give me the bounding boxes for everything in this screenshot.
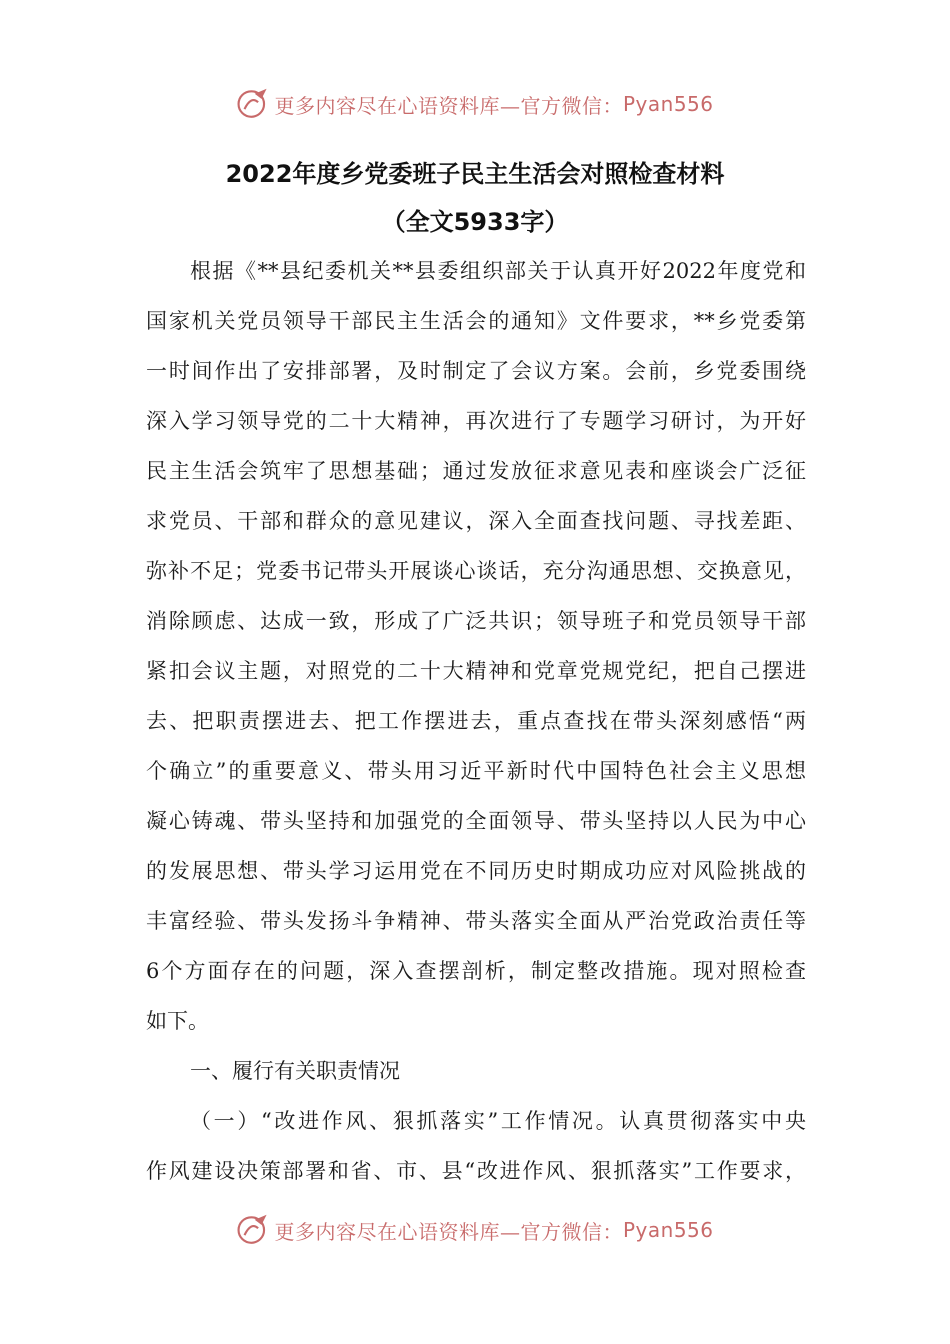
text-line: 根据《**县纪委机关**县委组织部关于认真开好2022年度党和 xyxy=(190,259,806,283)
text-line: 民主生活会筑牢了思想基础；通过发放征求意见表和座谈会广泛征 xyxy=(146,459,806,483)
text-line: 一时间作出了安排部署，及时制定了会议方案。会前，乡党委围绕 xyxy=(146,359,806,383)
pen-logo-icon xyxy=(236,1213,270,1247)
text-line: （一）“改进作风、狠抓落实”工作情况。认真贯彻落实中央 xyxy=(190,1109,806,1133)
text-line: 求党员、干部和群众的意见建议，深入全面查找问题、寻找差距、 xyxy=(146,509,806,533)
text-line: 弥补不足；党委书记带头开展谈心谈话，充分沟通思想、交换意见， xyxy=(146,559,806,583)
text-line: 个确立”的重要意义、带头用习近平新时代中国特色社会主义思想 xyxy=(146,759,806,783)
text-line: 作风建设决策部署和省、市、县“改进作风、狠抓落实”工作要求， xyxy=(146,1159,806,1183)
watermark-wechat-id: Pyan556 xyxy=(622,1218,714,1242)
text-line: 如下。 xyxy=(146,1009,209,1033)
section-heading: 一、履行有关职责情况 xyxy=(190,1059,400,1083)
text-line: 6个方面存在的问题，深入查摆剖析，制定整改措施。现对照检查 xyxy=(146,959,806,983)
document-title: 2022年度乡党委班子民主生活会对照检查材料 xyxy=(225,160,725,188)
text-line: 深入学习领导党的二十大精神，再次进行了专题学习研讨，为开好 xyxy=(146,409,806,433)
document-body xyxy=(146,246,806,1196)
watermark-wechat-id: Pyan556 xyxy=(622,92,714,116)
watermark-bottom xyxy=(0,1210,950,1250)
watermark-text: 更多内容尽在心语资料库—官方微信： xyxy=(274,1219,623,1244)
text-line: 的发展思想、带头学习运用党在不同历史时期成功应对风险挑战的 xyxy=(146,859,806,883)
pen-logo-icon xyxy=(236,87,270,121)
watermark-top xyxy=(0,84,950,124)
watermark-text: 更多内容尽在心语资料库—官方微信： xyxy=(274,93,623,118)
text-line: 去、把职责摆进去、把工作摆进去，重点查找在带头深刻感悟“两 xyxy=(146,709,806,733)
document-subtitle: （全文5933字） xyxy=(381,208,569,236)
text-line: 凝心铸魂、带头坚持和加强党的全面领导、带头坚持以人民为中心 xyxy=(146,809,806,833)
text-line: 国家机关党员领导干部民主生活会的通知》文件要求，**乡党委第 xyxy=(146,309,806,333)
text-line: 丰富经验、带头发扬斗争精神、带头落实全面从严治党政治责任等 xyxy=(146,909,806,933)
text-line: 消除顾虑、达成一致，形成了广泛共识；领导班子和党员领导干部 xyxy=(146,609,806,633)
text-line: 紧扣会议主题，对照党的二十大精神和党章党规党纪，把自己摆进 xyxy=(146,659,806,683)
